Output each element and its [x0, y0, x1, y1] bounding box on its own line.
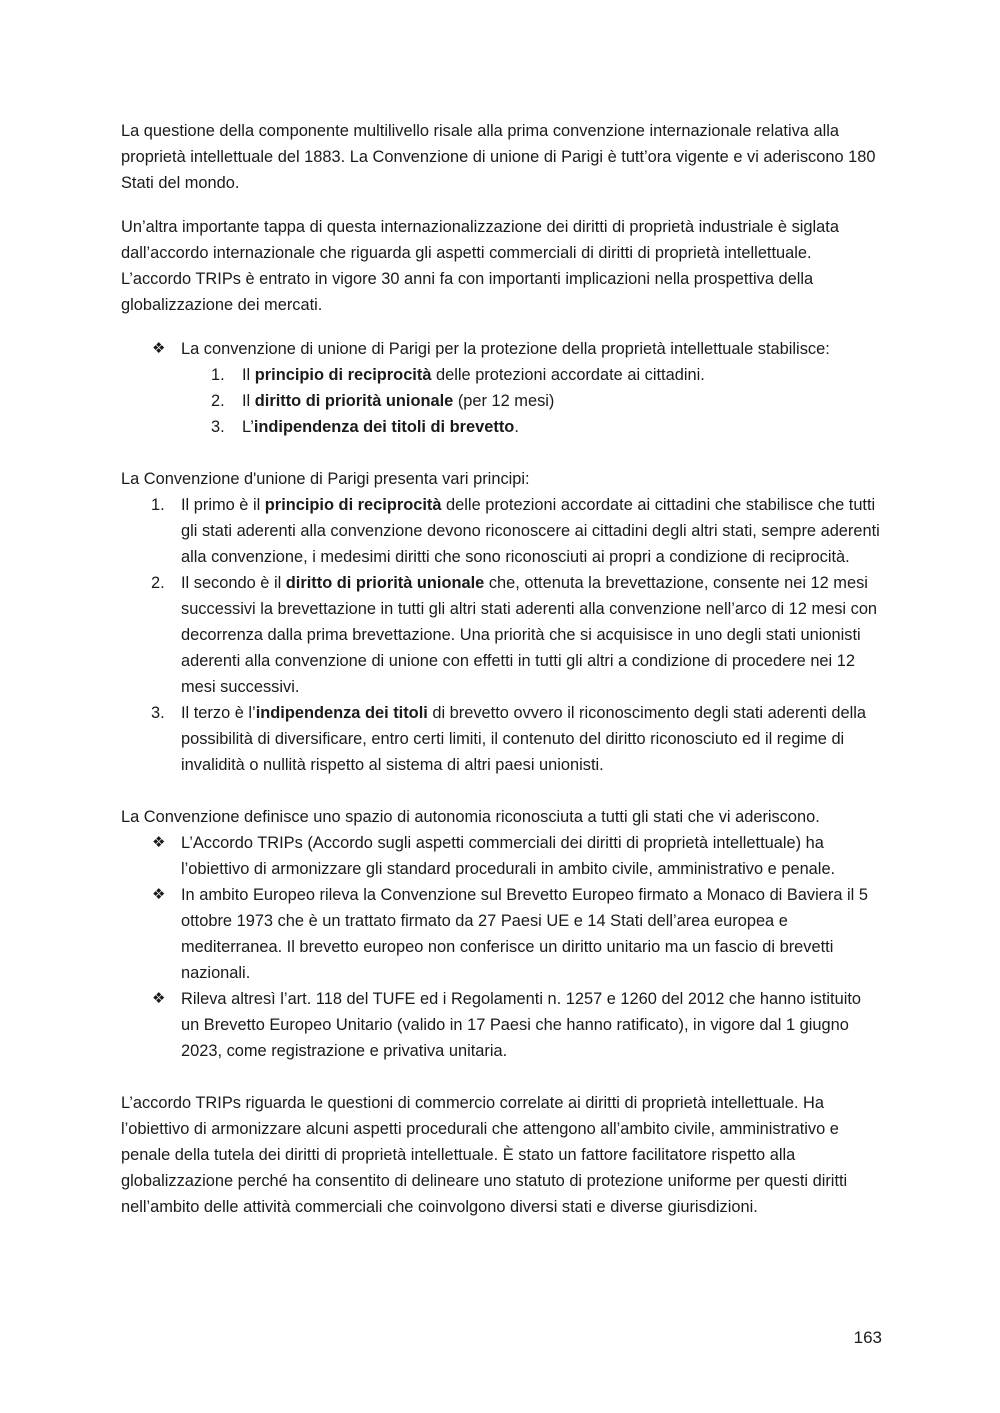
paragraph-4: La Convenzione definisce uno spazio di autonomia riconosciuta a tutti gli stati che vi aderiscono.: [121, 808, 820, 826]
bold-term: diritto di priorità unionale: [285, 574, 485, 592]
bullet-item: [121, 986, 883, 1064]
numbered-sublist: [121, 362, 883, 440]
item-number: 1.: [211, 366, 225, 384]
item-number: 2.: [211, 392, 225, 410]
numbered-list-principles: [121, 492, 883, 778]
diamond-bullet-icon: ❖: [152, 340, 166, 357]
bold-term: diritto di priorità unionale: [254, 392, 454, 410]
list-item: 2. Il diritto di priorità unionale (per 12 mesi): [121, 388, 883, 414]
bullet-text: La convenzione di unione di Parigi per la protezione della proprietà intellettuale stabilisce:: [181, 340, 830, 358]
bullet-item: [121, 830, 883, 882]
bullet-text: L’Accordo TRIPs (Accordo sugli aspetti commerciali dei diritti di proprietà intellettuale) ha l’obiettivo di armonizzare gli standard procedurali in ambito civile, amministrativo e penale.: [181, 834, 836, 878]
bullet-text: Rileva altresì l’art. 118 del TUFE ed i Regolamenti n. 1257 e 1260 del 2012 che hanno istituito un Brevetto Europeo Unitario (valido in 17 Paesi che hanno ratificato), in vigore dal 1 giugno 2023, come registrazione e privativa unitaria.: [181, 990, 862, 1060]
diamond-bullet-icon: ❖: [152, 834, 166, 851]
list-item: 3. Il terzo è l’indipendenza dei titoli di brevetto ovvero il riconoscimento degli stati aderenti della possibilità di diversificare, entro certi limiti, il contenuto del diritto riconosciuto ed il regime di invalidità o nullità rispetto al sistema di altri paesi unionisti.: [121, 700, 883, 778]
bullet-text: In ambito Europeo rileva la Convenzione sul Brevetto Europeo firmato a Monaco di Baviera il 5 ottobre 1973 che è un trattato firmato da 27 Paesi UE e 14 Stati dell’area europea e mediterranea. Il brevetto europeo non conferisce un diritto unitario ma un fascio di brevetti nazionali.: [181, 886, 868, 982]
paragraph-5: L’accordo TRIPs riguarda le questioni di commercio correlate ai diritti di proprietà intellettuale. Ha l’obiettivo di armonizzare alcuni aspetti procedurali che attengono all’ambito civile, amministrativo e penale della tutela dei diritti di proprietà intellettuale. È stato un fattore facilitatore rispetto alla globalizzazione perché ha consentito di delineare uno statuto di protezione uniforme per questi diritti nell’ambito delle attività commerciali che coinvolgono diversi stati e diverse giurisdizioni.: [121, 1094, 848, 1216]
item-number: 3.: [151, 704, 165, 722]
bullet-item: [121, 882, 883, 986]
bullet-item: [121, 336, 883, 362]
item-number: 3.: [211, 418, 225, 436]
diamond-bullet-icon: ❖: [152, 886, 166, 903]
bold-term: principio di reciprocità: [264, 496, 442, 514]
paragraph-3: La Convenzione d'unione di Parigi presenta vari principi:: [121, 470, 530, 488]
page-number: 163: [853, 1328, 882, 1347]
bold-term: indipendenza dei titoli di brevetto: [253, 418, 515, 436]
bullet-list-2: [121, 830, 883, 1064]
list-item: 3. L’indipendenza dei titoli di brevetto.: [121, 414, 883, 440]
list-item: 1. Il primo è il principio di reciprocità delle protezioni accordate ai cittadini che stabilisce che tutti gli stati aderenti alla convenzione devono riconoscere ai cittadini degli altri stati, sempre aderenti alla convenzione, i medesimi diritti che sono riconosciuti ai propri a condizione di reciprocità.: [121, 492, 883, 570]
list-item: 1. Il principio di reciprocità delle protezioni accordate ai cittadini.: [121, 362, 883, 388]
item-number: 2.: [151, 574, 165, 592]
page-content: [121, 118, 883, 1220]
item-number: 1.: [151, 496, 165, 514]
diamond-bullet-icon: ❖: [152, 990, 166, 1007]
bold-term: indipendenza dei titoli: [255, 704, 428, 722]
paragraph-1: La questione della componente multilivello risale alla prima convenzione internazionale relativa alla proprietà intellettuale del 1883. La Convenzione di unione di Parigi è tutt’ora vigente e vi aderiscono 180 Stati del mondo.: [121, 122, 876, 192]
paragraph-2: Un’altra importante tappa di questa internazionalizzazione dei diritti di proprietà industriale è siglata dall’accordo internazionale che riguarda gli aspetti commerciali di diritti di proprietà intellettuale. L’accordo TRIPs è entrato in vigore 30 anni fa con importanti implicazioni nella prospettiva della globalizzazione dei mercati.: [121, 218, 839, 314]
bullet-list-1: [121, 336, 883, 362]
list-item: 2. Il secondo è il diritto di priorità unionale che, ottenuta la brevettazione, consente nei 12 mesi successivi la brevettazione in tutti gli altri stati aderenti alla convenzione nell’arco di 12 mesi con decorrenza dalla prima brevettazione. Una priorità che si acquisisce in uno degli stati unionisti aderenti alla convenzione di unione con effetti in tutti gli altri a condizione di procedere nei 12 mesi successivi.: [121, 570, 883, 700]
bold-term: principio di reciprocità: [254, 366, 432, 384]
